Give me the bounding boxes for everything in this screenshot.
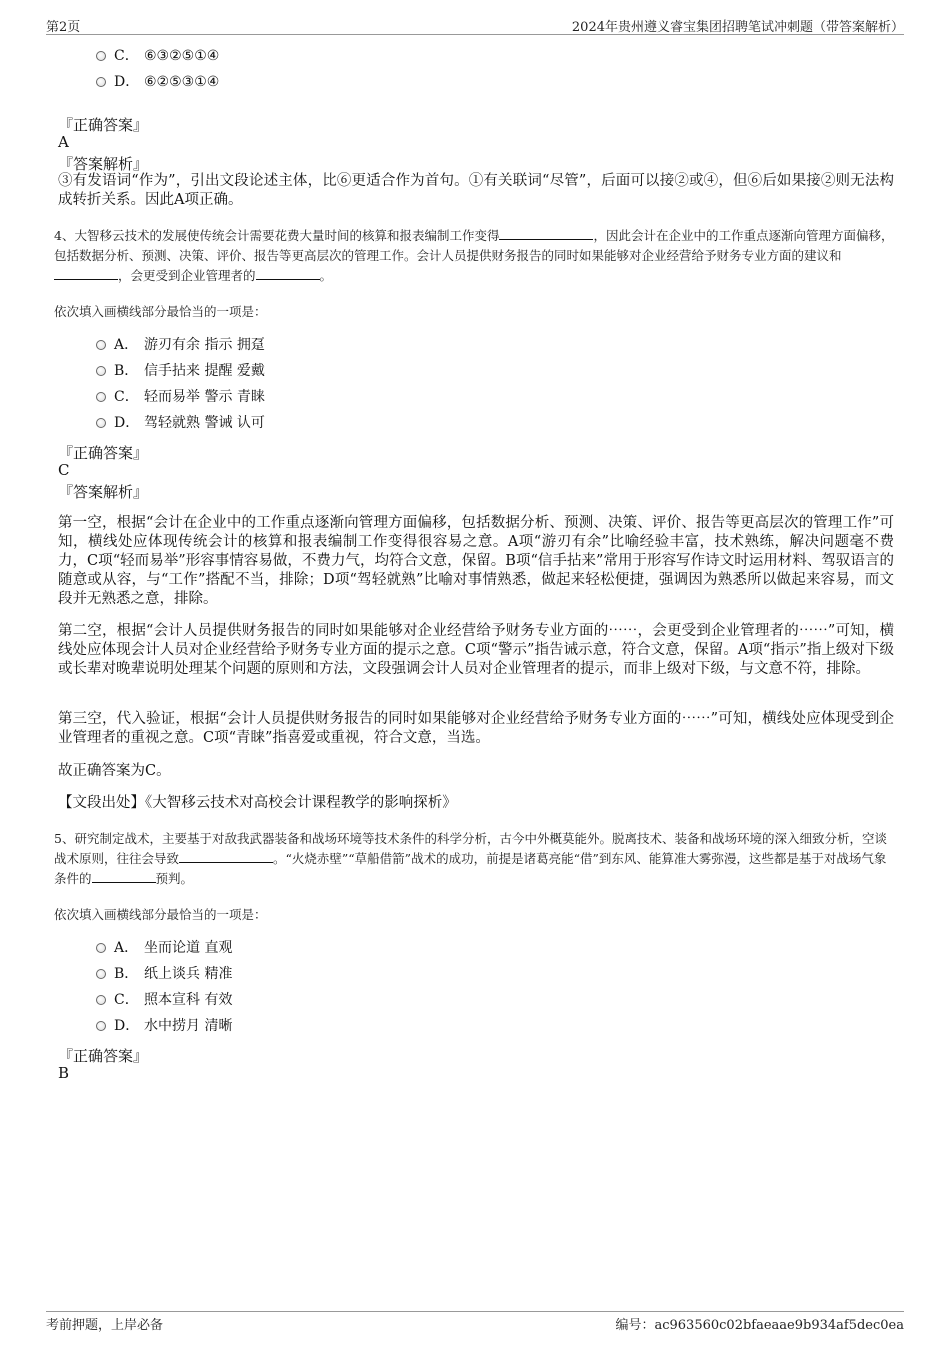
- option-a[interactable]: A． 游刃有余 指示 拥趸: [96, 335, 265, 355]
- option-d[interactable]: D． 驾轻就熟 警诫 认可: [96, 413, 265, 433]
- correct-answer: B: [58, 1064, 70, 1082]
- option-c[interactable]: C． 轻而易举 警示 青睐: [96, 387, 265, 407]
- correct-answer: A: [58, 133, 69, 151]
- option-d[interactable]: D． 水中捞月 清晰: [96, 1016, 232, 1036]
- option-c[interactable]: C． ⑥③②⑤①④: [96, 46, 219, 66]
- radio-icon[interactable]: [96, 77, 106, 87]
- blank-line: [256, 268, 320, 280]
- radio-icon[interactable]: [96, 969, 106, 979]
- analysis-paragraph-3: 第三空，代入验证，根据“会计人员提供财务报告的同时如果能够对企业经营给予财务专业方面的⋯⋯”可知，横线处应体现受到企业管理者的重视之意。C项“青睐”指喜爱或重视，符合文意，当选。: [58, 711, 894, 746]
- radio-icon[interactable]: [96, 51, 106, 61]
- blank-line: [499, 228, 593, 240]
- option-d[interactable]: D． ⑥②⑤③①④: [96, 72, 219, 92]
- radio-icon[interactable]: [96, 340, 106, 350]
- question-stem: 4、大智移云技术的发展使传统会计需要花费大量时间的核算和报表编制工作变得 ，因此会计在企业中的工作重点逐渐向管理方面偏移，包括数据分析、预测、决策、评价、报告等更高层次的管理工作。会计人员提供财务报告的同时如果能够对企业经营给予财务专业方面的建议和，会更受到企业管理者的 。: [54, 228, 894, 283]
- option-b[interactable]: B． 纸上谈兵 精准: [96, 964, 232, 984]
- radio-icon[interactable]: [96, 943, 106, 953]
- blank-line: [54, 268, 118, 280]
- blank-line: [92, 871, 156, 883]
- page-number: 第2页: [46, 20, 81, 35]
- header-divider: [46, 34, 904, 35]
- option-c[interactable]: C． 照本宣科 有效: [96, 990, 232, 1010]
- footer-slogan: 考前押题，上岸必备: [46, 1318, 164, 1333]
- footer-divider: [46, 1311, 904, 1312]
- analysis-label: 『答案解析』: [58, 155, 149, 173]
- option-a[interactable]: A． 坐而论道 直观: [96, 938, 232, 958]
- radio-icon[interactable]: [96, 995, 106, 1005]
- radio-icon[interactable]: [96, 392, 106, 402]
- radio-icon[interactable]: [96, 1021, 106, 1031]
- radio-icon[interactable]: [96, 418, 106, 428]
- radio-icon[interactable]: [96, 366, 106, 376]
- analysis-text: ③有发语词“作为”，引出文段论述主体，比⑥更适合作为首句。①有关联词“尽管”，后面可以接②或④，但⑥后如果接②则无法构成转折关系。因此A项正确。: [58, 173, 894, 208]
- correct-answer-label: 『正确答案』: [58, 116, 149, 134]
- analysis-conclusion: 故正确答案为C。: [58, 763, 171, 779]
- question-prompt: 依次填入画横线部分最恰当的一项是：: [54, 304, 267, 319]
- analysis-paragraph-2: 第二空，根据“会计人员提供财务报告的同时如果能够对企业经营给予财务专业方面的⋯⋯，会更受到企业管理者的⋯⋯”可知，横线处应体现会计人员对企业经营给予财务专业方面的提示之意。C项“警示”指告诫示意，符合文意，保留。A项“指示”指上级对下级或长辈对晚辈说明处理某个问题的原则和方法，文段强调会计人员对企业管理者的提示，而非上级对下级，与文意不符，排除。: [58, 623, 894, 677]
- analysis-paragraph-1: 第一空，根据“会计在企业中的工作重点逐渐向管理方面偏移，包括数据分析、预测、决策、评价、报告等更高层次的管理工作”可知，横线处应体现传统会计的核算和报表编制工作变得很容易之意。A项“游刃有余”比喻经验丰富，技术熟练，解决问题毫不费力，C项“轻而易举”形容事情容易做，不费力气，均符合文意，保留。B项“信手拈来”常用于形容写作诗文时运用材料、驾驭语言的随意或从容，与“工作”搭配不当，排除；D项“驾轻就熟”比喻对事情熟悉，做起来轻松便捷，强调因为熟悉所以做起来容易，而文段并无熟悉之意，排除。: [58, 515, 894, 607]
- option-b[interactable]: B． 信手拈来 提醒 爱戴: [96, 361, 265, 381]
- correct-answer: C: [58, 461, 70, 479]
- source-citation: 【文段出处】《大智移云技术对高校会计课程教学的影响探析》: [58, 795, 457, 811]
- correct-answer-label: 『正确答案』: [58, 1047, 149, 1065]
- question-stem: 5、研究制定战术，主要基于对敌我武器装备和战场环境等技术条件的科学分析，古今中外概莫能外。脱离技术、装备和战场环境的深入细致分析，空谈战术原则，往往会导致 。“火烧赤壁”“草船借箭”战术的成功，前提是诸葛亮能“借”到东风、能算准大雾弥漫，这些都是基于对战场气象条件的 预判。: [54, 831, 887, 886]
- correct-answer-label: 『正确答案』: [58, 444, 149, 462]
- analysis-label: 『答案解析』: [58, 483, 149, 501]
- document-title: 2024年贵州遵义睿宝集团招聘笔试冲刺题（带答案解析）: [571, 20, 904, 35]
- document-id: 编号：ac963560c02bfaeaae9b934af5dec0ea: [615, 1318, 904, 1333]
- blank-line: [179, 851, 273, 863]
- question-prompt: 依次填入画横线部分最恰当的一项是：: [54, 907, 267, 922]
